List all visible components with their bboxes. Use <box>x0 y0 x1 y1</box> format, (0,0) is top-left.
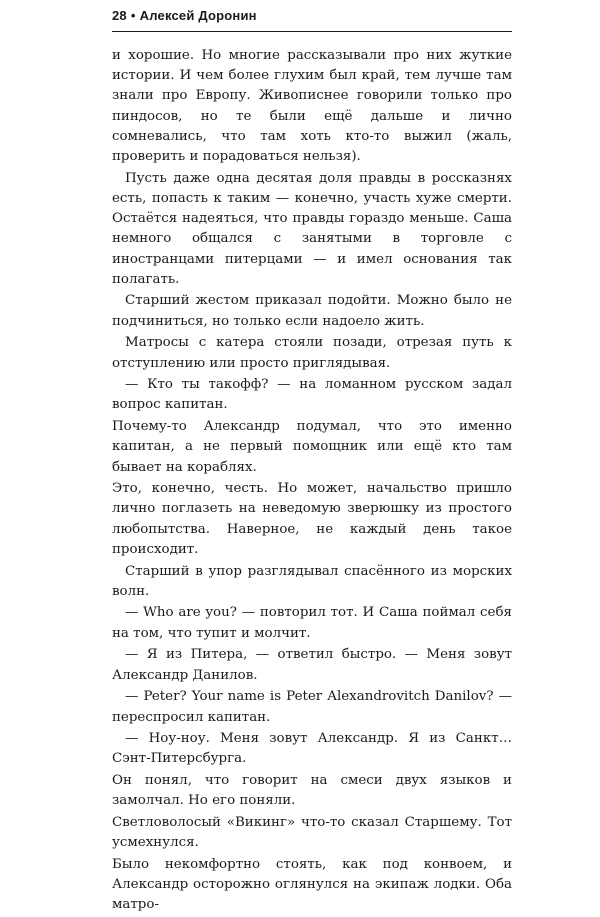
author-name: Алексей Доронин <box>139 8 257 23</box>
paragraph: и хорошие. Но многие рассказывали про них жуткие истории. И чем более глухим был край, тем лучше там знали про Европу. Живописнее говорили только про пиндосов, но те были ещё дальше и лично сомневались, что там хоть кто-то выжил (жаль, проверить и порадоваться нельзя). <box>112 48 512 165</box>
page-number: 28 <box>112 8 127 23</box>
paragraph: Старший в упор разглядывал спасённого из морских волн. <box>112 563 512 599</box>
paragraph: Почему-то Александр подумал, что это именно капитан, а не первый помощник или ещё кто там бывает на кораблях. <box>112 419 512 475</box>
header-rule <box>112 31 512 32</box>
paragraph: Он понял, что говорит на смеси двух языков и замолчал. Но его поняли. <box>112 773 512 809</box>
paragraph: — Who are you? — повторил тот. И Саша поймал себя на том, что тупит и молчит. <box>112 605 512 641</box>
body-text <box>112 46 512 917</box>
paragraph: — Я из Питера, — ответил быстро. — Меня зовут Александр Данилов. <box>112 647 512 683</box>
paragraph: Матросы с катера стояли позади, отрезая путь к отступлению или просто приглядывая. <box>112 335 512 371</box>
paragraph: Это, конечно, честь. Но может, начальство пришло лично поглазеть на неведомую зверюшку из простого любопытства. Наверное, не каждый день такое происходит. <box>112 481 512 557</box>
header-bullet: • <box>130 8 136 23</box>
paragraph: Старший жестом приказал подойти. Можно было не подчиниться, но только если надоело жить. <box>112 293 512 329</box>
paragraph: Пусть даже одна десятая доля правды в россказнях есть, попасть к таким — конечно, участь хуже смерти. Остаётся надеяться, что правды гораздо меньше. Саша немного общался с занятыми в торговле с иностранцами питерцами — и имел основания так полагать. <box>112 170 512 287</box>
paragraph: — Peter? Your name is Peter Alexandrovitch Danilov? — переспросил капитан. <box>112 689 512 725</box>
running-head <box>112 8 257 23</box>
paragraph: — Кто ты такофф? — на ломанном русском задал вопрос капитан. <box>112 377 512 413</box>
paragraph: Было некомфортно стоять, как под конвоем, и Александр осторожно оглянулся на экипаж лодки. Оба матро- <box>112 856 512 913</box>
paragraph: Светловолосый «Викинг» что-то сказал Старшему. Тот усмехнулся. <box>112 815 512 851</box>
paragraph: — Ноу-ноу. Меня зовут Александр. Я из Санкт… Сэнт-Питерсбурга. <box>112 731 512 767</box>
